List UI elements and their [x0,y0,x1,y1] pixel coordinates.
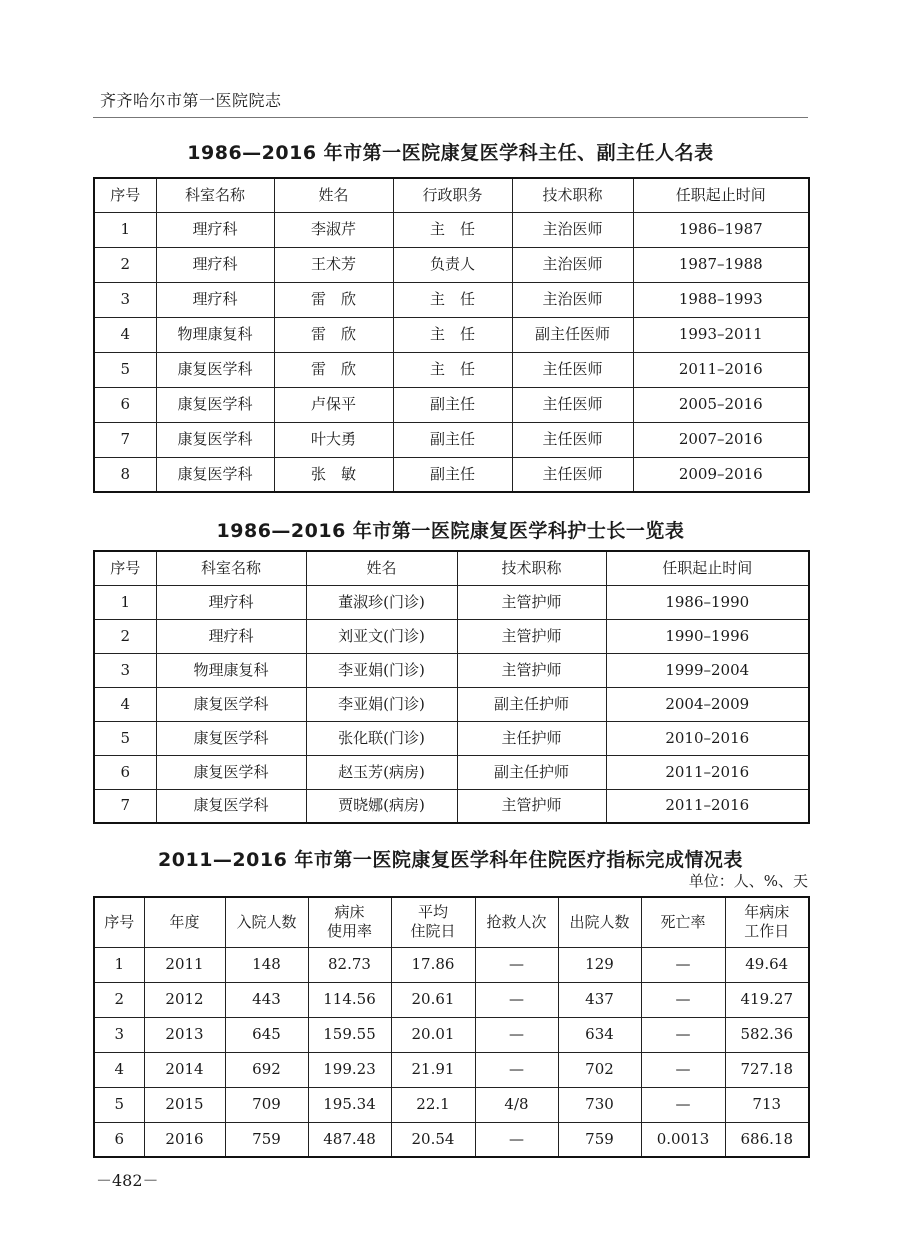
column-header: 姓名 [274,178,393,212]
table-cell: 主任医师 [512,352,633,387]
table-cell: 雷 欣 [274,282,393,317]
table-cell: 主 任 [393,282,512,317]
column-header: 序号 [94,897,144,947]
table-row [94,1052,809,1087]
table-cell: 康复医学科 [156,721,306,755]
table-cell: 主管护师 [457,585,606,619]
unit-note: 单位：人、%、天 [688,872,808,890]
table-cell: 645 [225,1017,308,1052]
table-cell: 理疗科 [156,585,306,619]
table-cell: 4 [94,687,156,721]
table-cell: 727.18 [725,1052,809,1087]
table-cell: 康复医学科 [156,687,306,721]
table-cell: 634 [558,1017,641,1052]
column-header: 任职起止时间 [606,551,809,585]
table-cell: 82.73 [308,947,391,982]
column-header: 年病床 工作日 [725,897,809,947]
column-header: 任职起止时间 [633,178,809,212]
table-cell: 2011–2016 [606,755,809,789]
table-cell: 419.27 [725,982,809,1017]
table-cell: 物理康复科 [156,317,274,352]
table-cell: 李淑芹 [274,212,393,247]
table-cell: 7 [94,789,156,823]
column-header: 平均 住院日 [391,897,475,947]
table-cell: 20.54 [391,1122,475,1157]
table-cell: 1988–1993 [633,282,809,317]
table-cell: 759 [558,1122,641,1157]
table-row [94,619,809,653]
table-row [94,247,809,282]
table-cell: 709 [225,1087,308,1122]
table-cell: 702 [558,1052,641,1087]
column-header: 病床 使用率 [308,897,391,947]
table-cell: 张化联(门诊) [306,721,457,755]
table-row [94,721,809,755]
table-cell: 康复医学科 [156,457,274,492]
table-cell: 1 [94,212,156,247]
table-cell: 582.36 [725,1017,809,1052]
table-cell: 2010–2016 [606,721,809,755]
table-cell: 4 [94,1052,144,1087]
table-cell: 6 [94,387,156,422]
table-cell: 17.86 [391,947,475,982]
table-cell: 2007–2016 [633,422,809,457]
table-cell: 195.34 [308,1087,391,1122]
table-cell: — [641,1087,725,1122]
table-cell: 6 [94,1122,144,1157]
table-cell: 730 [558,1087,641,1122]
table-row [94,755,809,789]
table-cell: 王术芳 [274,247,393,282]
table-cell: 114.56 [308,982,391,1017]
table-cell: 康复医学科 [156,352,274,387]
table-cell: 22.1 [391,1087,475,1122]
table-row [94,212,809,247]
table-cell: 康复医学科 [156,755,306,789]
header-divider [93,117,808,118]
table-cell: 1990–1996 [606,619,809,653]
table2-title: 1986—2016 年市第一医院康复医学科护士长一览表 [216,520,685,542]
table-cell: 李亚娟(门诊) [306,653,457,687]
table-cell: 理疗科 [156,247,274,282]
column-header: 科室名称 [156,178,274,212]
table-cell: 5 [94,721,156,755]
table-row [94,422,809,457]
table-cell: 理疗科 [156,212,274,247]
table-row [94,687,809,721]
table-cell: 负责人 [393,247,512,282]
table-cell: 6 [94,755,156,789]
table-cell: 康复医学科 [156,387,274,422]
table-cell: 1986–1987 [633,212,809,247]
table-cell: — [641,1052,725,1087]
table-row [94,653,809,687]
header-row [94,178,809,212]
table-row [94,789,809,823]
table-header [94,178,809,212]
table-cell: — [641,982,725,1017]
table-cell: 2011–2016 [633,352,809,387]
table-cell: 2012 [144,982,225,1017]
table-cell: 2 [94,982,144,1017]
table-cell: 443 [225,982,308,1017]
column-header: 抢救人次 [475,897,558,947]
table-cell: 主任医师 [512,422,633,457]
table-row [94,282,809,317]
table-cell: 理疗科 [156,282,274,317]
table-cell: 贾晓娜(病房) [306,789,457,823]
table-cell: 437 [558,982,641,1017]
table-cell: 副主任医师 [512,317,633,352]
table-row [94,947,809,982]
table-cell: 副主任护师 [457,755,606,789]
table-cell: 理疗科 [156,619,306,653]
table-cell: 1986–1990 [606,585,809,619]
column-header: 出院人数 [558,897,641,947]
table-row [94,982,809,1017]
column-header: 技术职称 [457,551,606,585]
table-cell: 49.64 [725,947,809,982]
table-cell: 2005–2016 [633,387,809,422]
column-header: 死亡率 [641,897,725,947]
table-cell: 董淑珍(门诊) [306,585,457,619]
table-body [94,585,809,823]
table-header [94,897,809,947]
table-cell: 487.48 [308,1122,391,1157]
inpatient-indicators-table [93,896,810,1158]
table-cell: 物理康复科 [156,653,306,687]
table-row [94,1087,809,1122]
table-cell: — [475,1122,558,1157]
table-cell: 2 [94,247,156,282]
table-cell: 199.23 [308,1052,391,1087]
column-header: 姓名 [306,551,457,585]
table-cell: 主任医师 [512,457,633,492]
table-cell: 0.0013 [641,1122,725,1157]
table-cell: 8 [94,457,156,492]
table-cell: 5 [94,352,156,387]
table-header [94,551,809,585]
table-cell: 2009–2016 [633,457,809,492]
column-header: 技术职称 [512,178,633,212]
table-cell: 卢保平 [274,387,393,422]
table-cell: 主管护师 [457,619,606,653]
table-cell: — [475,947,558,982]
table-cell: 3 [94,282,156,317]
table-row [94,317,809,352]
table-cell: 主治医师 [512,282,633,317]
table-cell: 刘亚文(门诊) [306,619,457,653]
table-cell: 20.01 [391,1017,475,1052]
table-cell: 4 [94,317,156,352]
table-cell: 赵玉芳(病房) [306,755,457,789]
table-cell: 主治医师 [512,247,633,282]
table-cell: 1987–1988 [633,247,809,282]
column-header: 行政职务 [393,178,512,212]
table-cell: 康复医学科 [156,789,306,823]
book-title: 齐齐哈尔市第一医院院志 [100,91,282,110]
table-cell: — [475,982,558,1017]
table-cell: 主治医师 [512,212,633,247]
table-row [94,352,809,387]
table-cell: 20.61 [391,982,475,1017]
table-row [94,387,809,422]
table-cell: 2 [94,619,156,653]
table-body [94,947,809,1157]
table-cell: — [475,1052,558,1087]
head-nurses-table [93,550,810,824]
table-row [94,1122,809,1157]
header-row [94,551,809,585]
column-header: 入院人数 [225,897,308,947]
table-cell: 主 任 [393,317,512,352]
table-cell: 5 [94,1087,144,1122]
table-cell: 2011 [144,947,225,982]
table-cell: 1 [94,947,144,982]
table-cell: 主 任 [393,352,512,387]
table-cell: 686.18 [725,1122,809,1157]
table-cell: 李亚娟(门诊) [306,687,457,721]
table-cell: 4/8 [475,1087,558,1122]
table-cell: 148 [225,947,308,982]
table-cell: 雷 欣 [274,352,393,387]
table-cell: 主任护师 [457,721,606,755]
table-cell: 759 [225,1122,308,1157]
table-cell: 1993–2011 [633,317,809,352]
table-cell: — [641,947,725,982]
table-cell: 主管护师 [457,653,606,687]
table-cell: 692 [225,1052,308,1087]
column-header: 年度 [144,897,225,947]
table-cell: 3 [94,653,156,687]
table-cell: — [641,1017,725,1052]
table-cell: 副主任 [393,422,512,457]
table1-title: 1986—2016 年市第一医院康复医学科主任、副主任人名表 [187,142,714,164]
table-cell: 2015 [144,1087,225,1122]
table-cell: 主管护师 [457,789,606,823]
table-cell: 2011–2016 [606,789,809,823]
table-cell: 副主任 [393,387,512,422]
table-cell: 1999–2004 [606,653,809,687]
page-number: －482－ [96,1171,159,1190]
table-cell: 主 任 [393,212,512,247]
table-cell: 7 [94,422,156,457]
table-cell: 3 [94,1017,144,1052]
header-row [94,897,809,947]
directors-table [93,177,810,493]
table-cell: 雷 欣 [274,317,393,352]
table-cell: 叶大勇 [274,422,393,457]
table-cell: 713 [725,1087,809,1122]
column-header: 科室名称 [156,551,306,585]
table-cell: — [475,1017,558,1052]
table-cell: 129 [558,947,641,982]
table-row [94,1017,809,1052]
table-cell: 康复医学科 [156,422,274,457]
table-cell: 21.91 [391,1052,475,1087]
table-cell: 1 [94,585,156,619]
table-body [94,212,809,492]
table-cell: 2014 [144,1052,225,1087]
table-cell: 159.55 [308,1017,391,1052]
column-header: 序号 [94,178,156,212]
table-cell: 副主任护师 [457,687,606,721]
table-cell: 张 敏 [274,457,393,492]
table-cell: 2004–2009 [606,687,809,721]
table-cell: 2016 [144,1122,225,1157]
table-cell: 主任医师 [512,387,633,422]
table-row [94,457,809,492]
table-cell: 2013 [144,1017,225,1052]
table-cell: 副主任 [393,457,512,492]
table3-title: 2011—2016 年市第一医院康复医学科年住院医疗指标完成情况表 [158,849,743,871]
column-header: 序号 [94,551,156,585]
table-row [94,585,809,619]
